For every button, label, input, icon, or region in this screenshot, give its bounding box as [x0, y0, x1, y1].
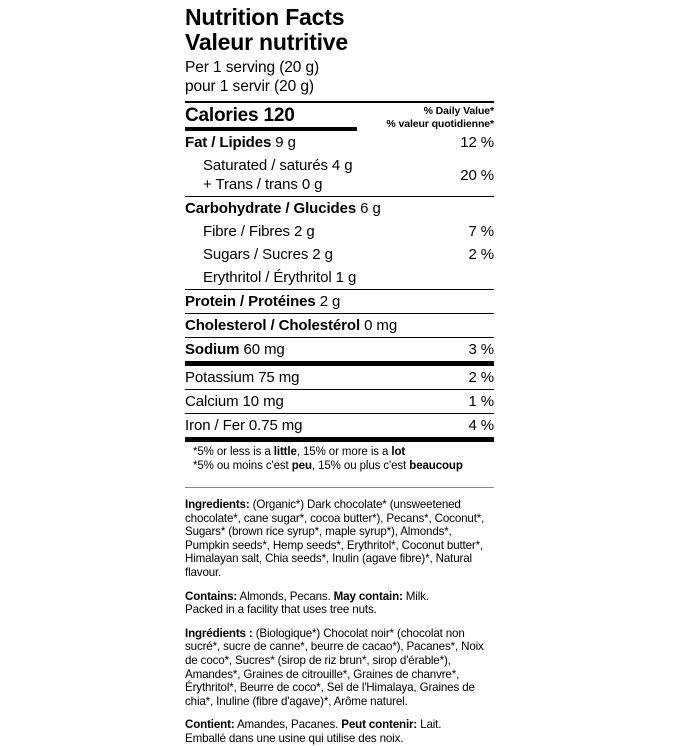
may-contain-fr-value: Lait. — [417, 718, 442, 732]
label-title-en: Nutrition Facts — [185, 4, 345, 30]
row-fibre-dv: 7 % — [468, 223, 494, 240]
facility-en: Packed in a facility that uses tree nuts. — [185, 603, 377, 617]
ingredients-fr-heading: Ingrédients : — [185, 626, 253, 640]
may-contain-fr-label: Peut contenir: — [341, 718, 418, 732]
row-sodium-name — [185, 340, 460, 359]
row-fat-dv: 12 % — [460, 134, 494, 151]
contains-fr-value: Amandes, Pacanes. — [234, 718, 342, 732]
row-protein — [185, 290, 494, 313]
row-iron-dv: 4 % — [468, 417, 494, 434]
row-sugars-name: Sugars / Sucres 2 g — [203, 246, 333, 263]
contains-fr-label: Contient: — [185, 718, 235, 732]
row-sugars-dv: 2 % — [468, 246, 494, 263]
row-sodium-amount: 60 mg — [239, 341, 285, 358]
row-sugars — [185, 243, 494, 266]
may-contain-en-label: May contain: — [333, 589, 403, 603]
ingredients-en — [185, 498, 494, 580]
row-calcium-name: Calcium 10 mg — [185, 393, 284, 410]
footnote-fr-beaucoup: beaucoup — [409, 460, 463, 472]
row-carbohydrate-amount: 6 g — [356, 200, 381, 217]
ingredients-en-body: (Organic*) Dark chocolate* (unsweetened chocolate*, cane sugar*, cocoa butter*), Pecans*, Coconut*, Sugars* (brown rice syrup*, maple syrup*), Almonds*, Pumpkin seeds*, Hemp seeds*, Erythritol*, Coconut butter*, Himalayan salt, Chia seeds*, Inulin (agave fibre)*, Natural flavour. — [185, 498, 485, 579]
row-fat-amount: 9 g — [271, 134, 296, 151]
row-cholesterol-amount: 0 mg — [360, 317, 398, 334]
ingredients-en-heading: Ingredients: — [185, 498, 250, 511]
daily-value-header-fr: % valeur quotidienne* — [386, 117, 494, 130]
row-carbohydrate-name — [185, 199, 486, 218]
daily-value-header — [386, 103, 494, 130]
spacer-ingredients-top — [185, 488, 494, 498]
calories-value: Calories 120 — [185, 103, 357, 131]
allergens-en — [185, 590, 494, 617]
contains-en-value: Almonds, Pecans. — [237, 589, 334, 603]
row-erythritol — [185, 266, 494, 289]
row-saturated-name: Saturated / saturés 4 g — [203, 157, 353, 174]
row-saturated-trans — [185, 154, 494, 196]
row-fat — [185, 131, 494, 154]
allergens-en-line1 — [185, 590, 494, 604]
row-iron-name: Iron / Fer 0.75 mg — [185, 417, 303, 434]
row-carbohydrate-label: Carbohydrate / Glucides — [185, 200, 357, 217]
calories-band — [185, 103, 494, 131]
spacer-en-allergens — [185, 580, 494, 590]
row-cholesterol-label: Cholesterol / Cholestérol — [185, 317, 361, 334]
footnote-en-lot: lot — [391, 446, 406, 458]
label-title-fr: Valeur nutritive — [185, 29, 348, 55]
spacer-fr-allergens — [185, 708, 494, 718]
row-iron — [185, 414, 494, 437]
spacer-fr-ingredients — [185, 617, 494, 627]
row-protein-amount: 2 g — [315, 293, 341, 310]
footnote-en-mid: , 15% or more is a — [296, 446, 392, 458]
footnote-fr — [193, 459, 494, 473]
row-potassium-dv: 2 % — [468, 369, 494, 386]
row-saturated-trans-dv: 20 % — [460, 166, 494, 184]
row-protein-name — [185, 292, 486, 311]
daily-value-footnote — [185, 442, 494, 473]
row-fat-label: Fat / Lipides — [185, 134, 272, 151]
footnote-fr-peu: peu — [291, 460, 312, 472]
serving-size-en: Per 1 serving (20 g) — [185, 59, 320, 76]
ingredients-fr — [185, 627, 494, 709]
row-fat-name — [185, 133, 452, 152]
footnote-en — [193, 445, 494, 459]
row-cholesterol — [185, 314, 494, 337]
facility-fr: Emballé dans une usine qui utilise des noix. — [185, 731, 404, 745]
contains-en-label: Contains: — [185, 589, 238, 603]
row-calcium-dv: 1 % — [468, 393, 494, 410]
serving-size-fr: pour 1 servir (20 g) — [185, 77, 314, 95]
footnote-fr-mid: , 15% ou plus c'est — [311, 460, 410, 472]
row-sodium — [185, 338, 494, 361]
row-fibre — [185, 220, 494, 243]
row-fibre-name: Fibre / Fibres 2 g — [203, 223, 315, 240]
may-contain-en-value: Milk. — [402, 589, 429, 603]
row-protein-label: Protein / Protéines — [185, 293, 316, 310]
row-erythritol-name: Erythritol / Érythritol 1 g — [203, 269, 357, 286]
allergens-fr — [185, 718, 494, 745]
row-calcium — [185, 390, 494, 413]
row-cholesterol-name — [185, 316, 486, 335]
ingredients-separator-wrap — [185, 473, 494, 488]
daily-value-header-en: % Daily Value* — [423, 105, 494, 117]
row-saturated-trans-names — [185, 156, 452, 194]
footnote-en-little: little — [273, 446, 297, 458]
footnote-en-pre: *5% or less is a — [193, 446, 274, 458]
allergens-fr-line1 — [185, 718, 494, 732]
row-carbohydrate — [185, 197, 494, 220]
nutrition-facts-label — [185, 0, 494, 746]
row-potassium-name: Potassium 75 mg — [185, 369, 300, 386]
row-potassium — [185, 366, 494, 389]
ingredients-fr-body: (Biologique*) Chocolat noir* (chocolat non sucré*, sucre de canne*, beurre de cacao*), Pacanes*, Noix de coco*, Sucres* (sirop de riz brun*, sirop d'érable*), Amandes*, Graines de citrouille*, Graines de chanvre*, Érythritol*, Beurre de coco*, Sel de l'Himalaya, Graines de chia*, Inuline (fibre d'agave)*, Arôme naturel. — [185, 626, 484, 708]
row-trans-name: + Trans / trans 0 g — [203, 176, 323, 193]
footnote-fr-pre: *5% ou moins c'est — [193, 460, 292, 472]
row-sodium-label: Sodium — [185, 341, 240, 358]
row-sodium-dv: 3 % — [468, 341, 494, 358]
